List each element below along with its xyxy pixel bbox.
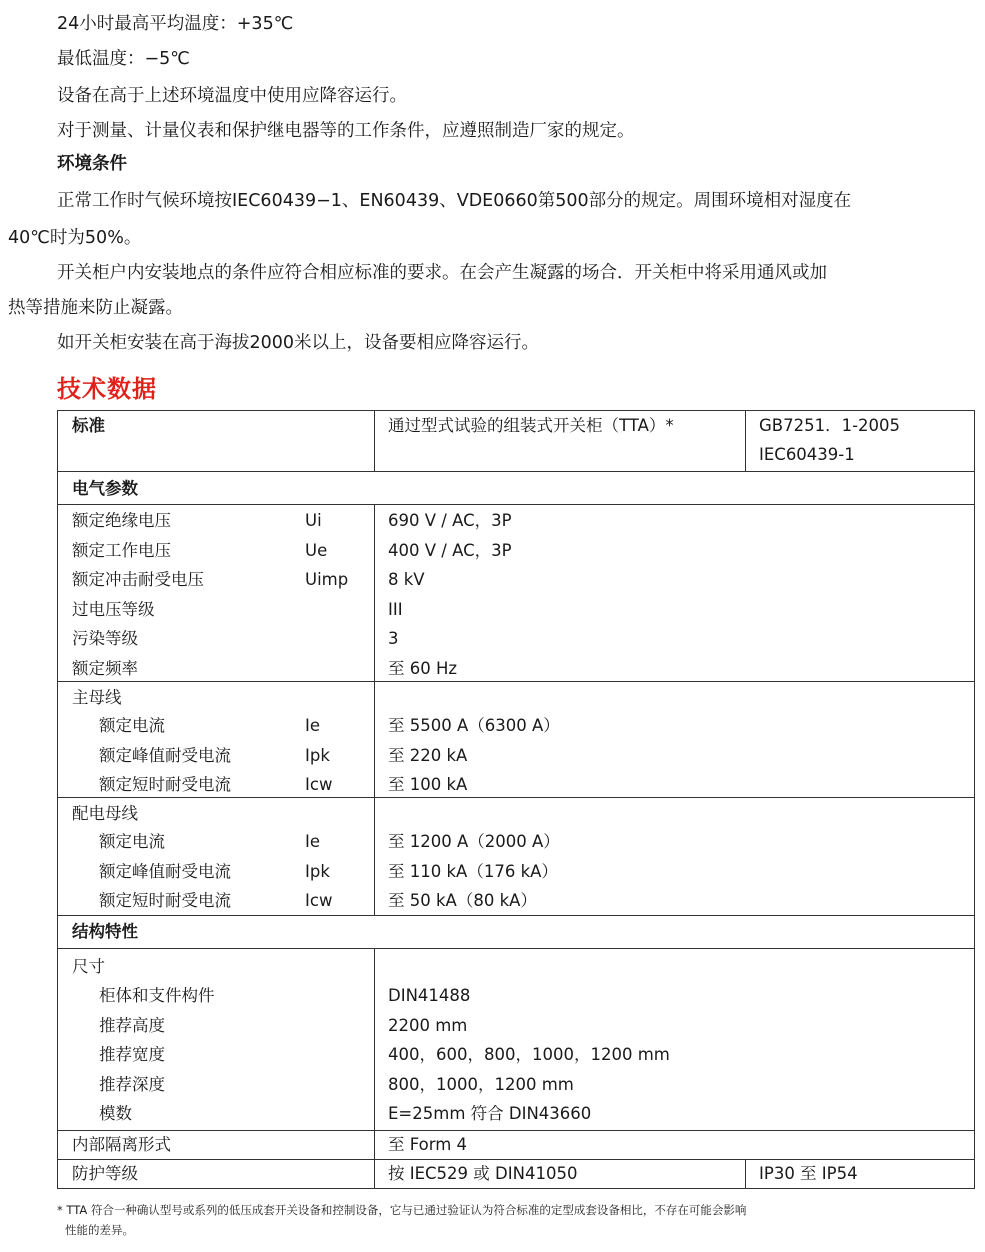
structure-row-0-name: 柜体和支件构件 [99,986,215,1005]
structure-row-1-name: 推荐高度 [99,1015,165,1035]
structure-row-3-name: 推荐深度 [99,1074,165,1094]
env-p1b: 40℃时为50%。 [8,228,142,248]
protection-ip: IP30 至 IP54 [759,1164,858,1183]
separation-value: 至 Form 4 [388,1135,468,1154]
structure-row-2-value: 400，600，800，1000，1200 mm [388,1045,670,1064]
protection-label: 防护等级 [72,1164,138,1183]
electrical-row-1-name: 额定工作电压 [72,540,171,560]
structure-row-4-value: E=25mm 符合 DIN43660 [388,1104,592,1123]
env-p1a: 正常工作时气候环境按IEC60439−1、EN60439、VDE0660第500部分的规定。周围环境相对湿度在 [57,191,852,211]
dist-bus-row-0-value: 至 1200 A（2000 A） [388,832,560,851]
structure-row-4-name: 模数 [99,1104,132,1123]
dist-bus-row-2-symbol: Icw [305,891,333,910]
structure-row-3-value: 800，1000，1200 mm [388,1074,574,1094]
electrical-row-0-name: 额定绝缘电压 [72,511,171,530]
main-bus-row-2-name: 额定短时耐受电流 [99,775,231,794]
main-bus-row-0-symbol: Ie [305,716,321,735]
main-bus-row-0-value: 至 5500 A（6300 A） [388,716,560,735]
main-bus-row-1-value: 至 220 kA [388,745,468,765]
standard-iec: IEC60439-1 [759,445,855,464]
structure-row-0-value: DIN41488 [388,986,471,1005]
instrument-line: 对于测量、计量仪表和保护继电器等的工作条件，应遵照制造厂家的规定。 [57,121,635,141]
env-heading: 环境条件 [57,154,127,174]
main-bus-row-1-name: 额定峰值耐受电流 [99,745,231,765]
standard-label: 标准 [72,416,105,435]
electrical-row-3-name: 过电压等级 [72,599,155,619]
electrical-row-0-symbol: Ui [305,511,322,530]
electrical-row-2-symbol: Uimp [305,570,349,589]
structure-row-1-value: 2200 mm [388,1015,468,1035]
electrical-heading: 电气参数 [72,479,138,498]
electrical-row-1-symbol: Ue [305,540,328,560]
structure-heading: 结构特性 [72,922,138,941]
derating-line: 设备在高于上述环境温度中使用应降容运行。 [57,86,407,106]
dist-bus-row-1-symbol: Ipk [305,861,330,881]
electrical-row-2-name: 额定冲击耐受电压 [72,570,204,589]
dist-bus-row-0-name: 额定电流 [99,832,165,851]
electrical-row-5-value: 至 60 Hz [388,658,458,678]
main-bus-heading: 主母线 [72,688,122,707]
structure-row-2-name: 推荐宽度 [99,1045,165,1064]
main-bus-row-1-symbol: Ipk [305,745,330,765]
electrical-row-3-value: III [388,599,403,619]
dist-bus-heading: 配电母线 [72,804,138,823]
standard-gb: GB7251．1-2005 [759,416,901,435]
main-bus-row-2-value: 至 100 kA [388,775,468,794]
env-p2b: 热等措施来防止凝露。 [8,298,183,318]
separation-label: 内部隔离形式 [72,1135,171,1154]
main-bus-row-2-symbol: Icw [305,775,333,794]
dist-bus-row-2-name: 额定短时耐受电流 [99,891,231,910]
footnote-line2: 性能的差异。 [65,1223,134,1237]
dist-bus-row-2-value: 至 50 kA（80 kA） [388,891,537,910]
tech-heading: 技术数据 [57,375,157,403]
dist-bus-row-1-name: 额定峰值耐受电流 [99,861,231,881]
main-bus-row-0-name: 额定电流 [99,716,165,735]
dist-bus-row-1-value: 至 110 kA（176 kA） [388,861,558,881]
electrical-row-2-value: 8 kV [388,570,425,589]
footnote [57,1200,977,1240]
protection-value: 按 IEC529 或 DIN41050 [388,1164,578,1183]
dims-heading: 尺寸 [72,957,105,976]
tech-table [57,410,975,1191]
electrical-row-4-name: 污染等级 [72,629,138,648]
env-p2a: 开关柜户内安装地点的条件应符合相应标准的要求。在会产生凝露的场合．开关柜中将采用通风或加 [57,263,827,283]
env-p3: 如开关柜安装在高于海拔2000米以上，设备要相应降容运行。 [57,333,540,353]
standard-desc: 通过型式试验的组装式开关柜（TTA）* [388,416,674,435]
electrical-row-4-value: 3 [388,629,399,648]
footnote-line1: * TTA 符合一种确认型号或系列的低压成套开关设备和控制设备，它与已通过验证认为符合标准的定型成套设备相比，不存在可能会影响 [57,1203,747,1217]
dist-bus-row-0-symbol: Ie [305,832,321,851]
electrical-row-5-name: 额定频率 [72,658,138,678]
electrical-row-0-value: 690 V / AC，3P [388,511,512,530]
min-temp-line: 最低温度：−5℃ [57,49,190,69]
max-temp-line: 24小时最高平均温度：+35℃ [57,14,294,34]
electrical-row-1-value: 400 V / AC，3P [388,540,512,560]
